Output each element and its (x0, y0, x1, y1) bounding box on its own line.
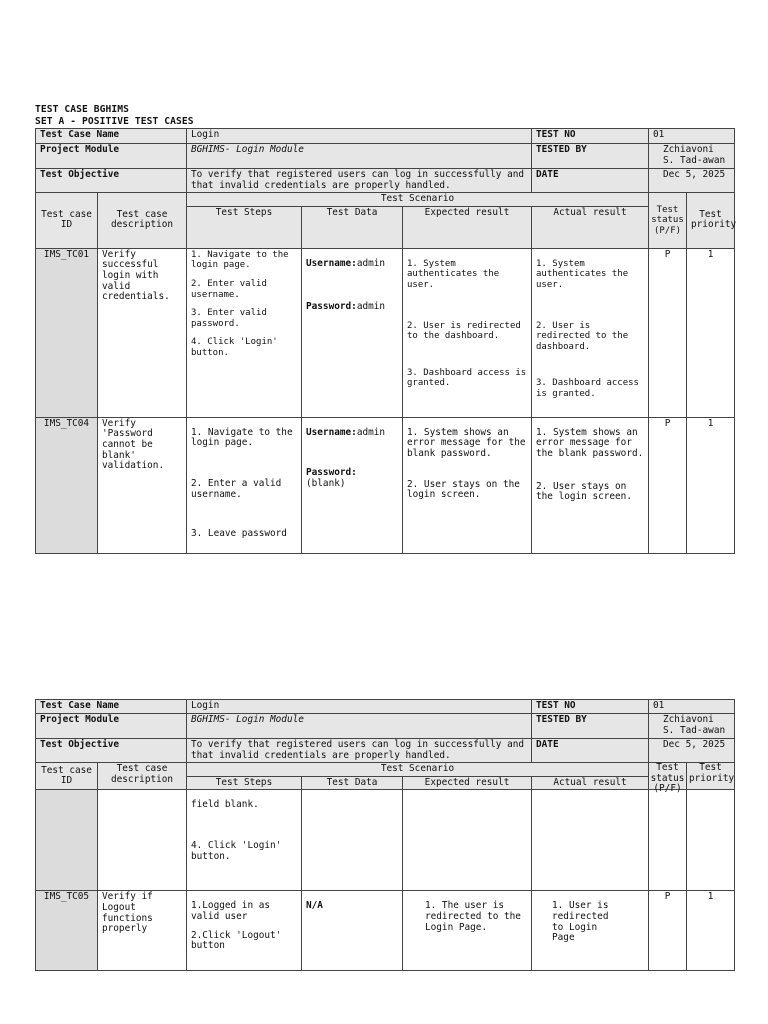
test-no-value: 01 (649, 129, 735, 144)
tested-by-value: Zchiavoni S. Tad-awan (649, 714, 735, 739)
actual-result: 1. User is redirected to Login Page (532, 891, 649, 971)
tested-by-label: TESTED BY (532, 714, 649, 739)
col-test-priority (687, 763, 735, 790)
test-case-name-value: Login (187, 700, 532, 714)
actual-result: 3. Dashboard access is granted. (536, 378, 639, 399)
test-step: 2. Enter valid username. (191, 278, 267, 300)
test-status: P (649, 417, 687, 553)
test-priority: 1 (687, 248, 735, 417)
expected-result-cell (403, 248, 532, 417)
test-no-label: TEST NO (532, 700, 649, 714)
test-data-cell (302, 248, 403, 417)
project-module-value: BGHIMS- Login Module (187, 714, 532, 739)
test-status: P (649, 891, 687, 971)
test-priority: 1 (687, 891, 735, 971)
test-case-id: IMS_TC01 (36, 248, 98, 417)
col-test-status (649, 762, 687, 795)
test-step: 4. Click 'Login' button. (191, 337, 278, 358)
test-status-empty (649, 790, 687, 891)
table-row (36, 248, 735, 417)
username-label: Username: (306, 426, 357, 438)
test-case-id: IMS_TC04 (36, 417, 98, 553)
test-step: 1.Logged in as valid user (191, 900, 271, 922)
col-test-status-text: Test status (P/F) (650, 762, 685, 795)
project-module-label: Project Module (36, 714, 187, 739)
col-test-data: Test Data (302, 776, 403, 790)
actual-result: 2. User stays on the login screen. (536, 480, 632, 503)
col-test-case-id: Test case ID (36, 763, 98, 790)
actual-result: 1. System shows an error message for the blank password. (536, 426, 644, 459)
password-label: Password: (306, 301, 357, 313)
test-objective-value: To verify that registered users can log in successfully and that invalid credentials are properly handled. (187, 739, 532, 763)
actual-result: 1. System authenticates the user. (536, 258, 629, 290)
actual-result-cell (532, 417, 649, 553)
test-step: 2.Click 'Logout' button (191, 929, 282, 952)
username-value: admin (356, 426, 386, 438)
test-steps-cell (187, 417, 302, 553)
expected-result-empty (403, 790, 532, 891)
tested-by-label: TESTED BY (532, 144, 649, 169)
test-case-description: Verify successful login with valid credentials. (98, 248, 187, 417)
test-data-empty (302, 790, 403, 891)
test-priority-empty (687, 790, 735, 891)
col-actual-result: Actual result (532, 776, 649, 790)
username-value: admin (356, 257, 386, 269)
password-value: admin (356, 301, 386, 313)
test-step: field blank. (191, 799, 259, 811)
expected-result-cell (403, 417, 532, 553)
col-test-priority: Test priority (687, 193, 735, 249)
table-row-continued (36, 790, 735, 891)
col-test-data: Test Data (302, 206, 403, 248)
project-module-label: Project Module (36, 144, 187, 169)
username-label: Username: (306, 257, 357, 269)
password-label: Password: (306, 467, 357, 479)
col-test-steps: Test Steps (187, 776, 302, 790)
test-objective-value: To verify that registered users can log in successfully and that invalid credentials are properly handled. (187, 169, 532, 193)
actual-result-cell (532, 248, 649, 417)
expected-result: 1. System authenticates the user. (407, 258, 500, 290)
date-label: DATE (532, 169, 649, 193)
expected-result: 2. User is redirected to the dashboard. (407, 320, 521, 342)
test-case-name-label: Test Case Name (36, 700, 187, 714)
test-case-id-empty (36, 790, 98, 891)
test-no-label: TEST NO (532, 129, 649, 144)
test-case-name-label: Test Case Name (36, 129, 187, 144)
test-data-password (306, 302, 398, 313)
col-test-case-description: Test case description (98, 763, 187, 790)
test-objective-label: Test Objective (36, 169, 187, 193)
col-test-status: Test status (P/F) (649, 193, 687, 249)
test-data-password (306, 468, 398, 489)
test-step: 4. Click 'Login' button. (191, 839, 282, 862)
col-test-case-description: Test case description (98, 193, 187, 249)
col-test-scenario: Test Scenario (187, 763, 649, 777)
test-case-table-2 (35, 699, 735, 971)
password-value: (blank) (306, 477, 346, 489)
test-step: 3. Enter valid password. (191, 308, 267, 329)
test-case-table-1 (35, 128, 735, 554)
test-step: 1. Navigate to the login page. (191, 426, 293, 449)
col-test-steps: Test Steps (187, 206, 302, 248)
test-steps-cell (187, 248, 302, 417)
test-case-name-value: Login (187, 129, 532, 144)
test-case-id: IMS_TC05 (36, 891, 98, 971)
expected-result: 2. User stays on the login screen. (407, 478, 520, 501)
expected-result: 3. Dashboard access is granted. (407, 367, 527, 389)
test-case-description: Verify 'Password cannot be blank' validation. (98, 417, 187, 553)
test-status: P (649, 248, 687, 417)
date-value: Dec 5, 2025 (649, 739, 735, 763)
col-actual-result: Actual result (532, 206, 649, 248)
test-steps-cell (187, 790, 302, 891)
test-priority: 1 (687, 417, 735, 553)
test-step: 1. Navigate to the login page. (191, 249, 289, 271)
test-steps-cell (187, 891, 302, 971)
tested-by-value: Zchiavoni S. Tad-awan (649, 144, 735, 169)
test-step: 2. Enter a valid username. (191, 477, 282, 500)
col-test-case-id: Test case ID (36, 193, 98, 249)
test-data-cell (302, 417, 403, 553)
expected-result: 1. The user is redirected to the Login Page. (403, 891, 532, 971)
col-expected-result: Expected result (403, 206, 532, 248)
test-objective-label: Test Objective (36, 739, 187, 763)
actual-result-empty (532, 790, 649, 891)
test-case-description-empty (98, 790, 187, 891)
col-test-priority-text: Test priority (689, 762, 735, 784)
document-title: TEST CASE BGHIMS (35, 104, 130, 115)
test-no-value: 01 (649, 700, 735, 714)
date-label: DATE (532, 739, 649, 763)
actual-result: 2. User is redirected to the dashboard. (536, 320, 629, 352)
test-step: 3. Leave password (191, 528, 287, 540)
expected-result: 1. System shows an error message for the blank password. (407, 426, 526, 459)
col-test-scenario: Test Scenario (187, 193, 649, 207)
col-expected-result: Expected result (403, 776, 532, 790)
test-data-value: N/A (302, 891, 403, 971)
test-case-description: Verify if Logout functions properly (98, 891, 187, 971)
project-module-value: BGHIMS- Login Module (187, 144, 532, 169)
table-row (36, 417, 735, 553)
test-data-username (306, 259, 398, 270)
date-value: Dec 5, 2025 (649, 169, 735, 193)
test-data-username (306, 428, 398, 439)
document-subtitle: SET A - POSITIVE TEST CASES (35, 116, 194, 127)
table-row (36, 891, 735, 971)
